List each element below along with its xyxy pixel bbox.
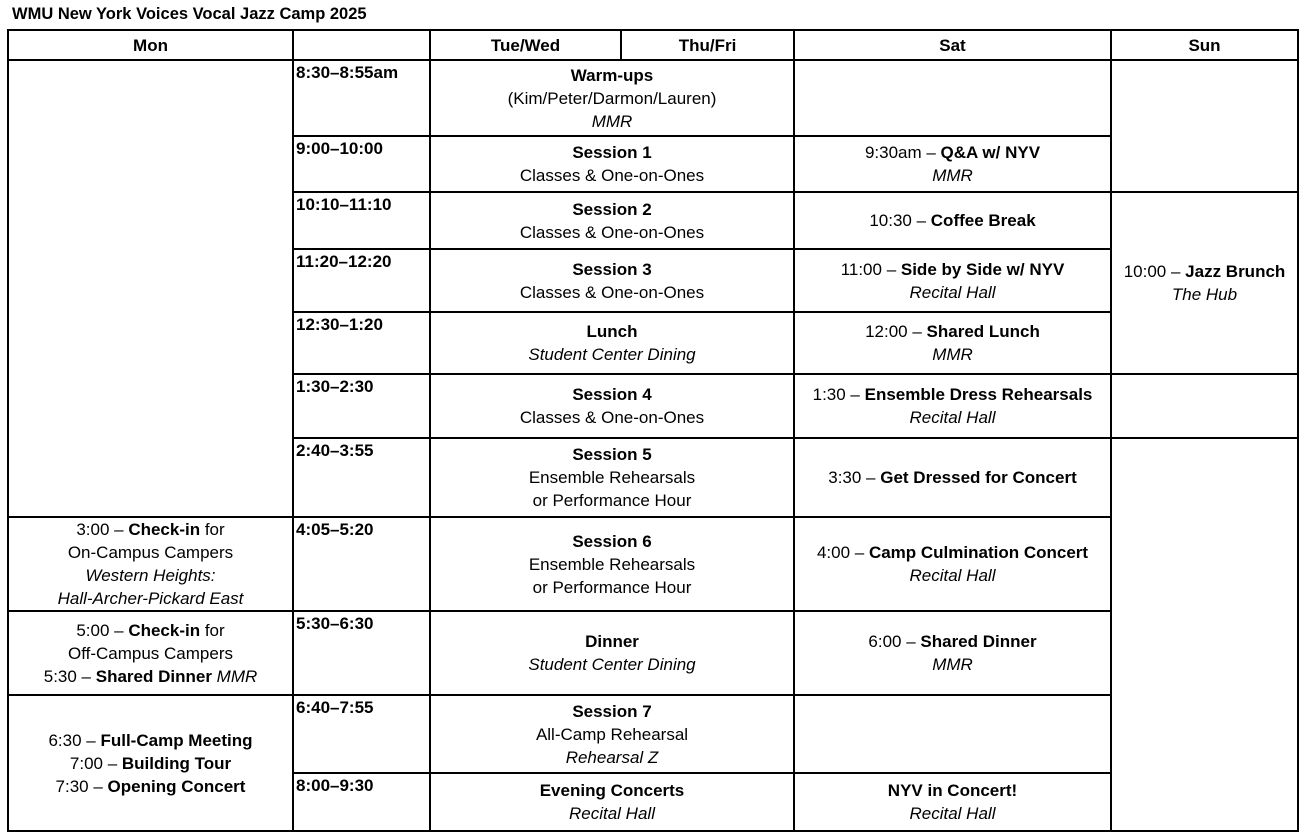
mon-checkin-oncampus-cell	[8, 517, 293, 611]
session6-desc: Ensemble Rehearsals	[528, 554, 696, 574]
row-warmups	[8, 60, 1298, 136]
sat-dress-title: Ensemble Dress Rehearsals	[864, 385, 1093, 404]
time-cell: 8:30–8:55am	[293, 60, 430, 136]
mon-checkin2-title: Check-in	[128, 620, 201, 640]
session6-cell	[430, 517, 794, 611]
sat-dress-cell	[794, 374, 1111, 438]
time-cell: 5:30–6:30	[293, 611, 430, 695]
session5-desc: Ensemble Rehearsals	[528, 468, 696, 487]
header-tuewed: Tue/Wed	[430, 30, 621, 60]
session5-desc: or Performance Hour	[532, 491, 692, 510]
sun-brunch-cell	[1111, 192, 1298, 374]
session1-title: Session 1	[572, 143, 652, 162]
sat-dinner-cell	[794, 611, 1111, 695]
sat-sidebyside-title: Side by Side w/ NYV	[900, 259, 1065, 279]
sat-lunch-cell	[794, 312, 1111, 374]
mon-dinner-title: Shared Dinner	[95, 666, 212, 686]
schedule-table	[7, 29, 1299, 832]
sat-qa-cell	[794, 136, 1111, 192]
mon-concert-time: 7:30 –	[55, 776, 108, 796]
session5-cell	[430, 438, 794, 517]
mon-dinner-location: MMR	[211, 666, 258, 686]
session6-desc: or Performance Hour	[532, 577, 692, 597]
lunch-location: Student Center Dining	[528, 345, 696, 364]
sat-empty-cell	[794, 695, 1111, 773]
mon-checkin1-suffix: for	[200, 520, 225, 539]
header-time	[293, 30, 430, 60]
sat-empty-cell	[794, 60, 1111, 136]
session1-desc: Classes & One-on-Ones	[519, 166, 705, 185]
time-cell: 4:05–5:20	[293, 517, 430, 611]
sat-dress-location: Recital Hall	[909, 408, 996, 427]
session3-title: Session 3	[572, 259, 652, 279]
session3-cell	[430, 249, 794, 312]
time-cell: 6:40–7:55	[293, 695, 430, 773]
header-sun: Sun	[1111, 30, 1298, 60]
session2-title: Session 2	[572, 199, 652, 219]
mon-checkin1-title: Check-in	[128, 520, 201, 539]
header-row	[8, 30, 1298, 60]
sat-sidebyside-cell	[794, 249, 1111, 312]
session7-desc: All-Camp Rehearsal	[535, 724, 689, 744]
sat-nyv-concert-cell	[794, 773, 1111, 831]
time-cell: 11:20–12:20	[293, 249, 430, 312]
time-cell: 9:00–10:00	[293, 136, 430, 192]
mon-checkin1-campers: On-Campus Campers	[67, 543, 234, 562]
sat-culmination-cell	[794, 517, 1111, 611]
sun-empty-cell	[1111, 438, 1298, 831]
sat-qa-title: Q&A w/ NYV	[940, 143, 1041, 162]
sat-culmination-time: 4:00 –	[816, 543, 869, 562]
mon-dinner-time: 5:30 –	[43, 666, 96, 686]
warmups-people: (Kim/Peter/Darmon/Lauren)	[507, 88, 717, 108]
lunch-title: Lunch	[586, 322, 638, 341]
time-cell: 12:30–1:20	[293, 312, 430, 374]
mon-tour-time: 7:00 –	[69, 753, 122, 773]
sun-empty-cell	[1111, 60, 1298, 192]
sat-qa-location: MMR	[932, 166, 973, 185]
session2-cell	[430, 192, 794, 249]
sun-brunch-time: 10:00 –	[1123, 262, 1186, 281]
row-dinner	[8, 611, 1298, 695]
header-thufri: Thu/Fri	[621, 30, 794, 60]
sat-culmination-location: Recital Hall	[909, 566, 996, 585]
sat-getdressed-cell	[794, 438, 1111, 517]
dinner-cell	[430, 611, 794, 695]
time-cell: 10:10–11:10	[293, 192, 430, 249]
mon-checkin1-location: Hall-Archer-Pickard East	[57, 589, 244, 608]
mon-empty-cell	[8, 60, 293, 517]
sat-culmination-title: Camp Culmination Concert	[868, 543, 1089, 562]
mon-checkin1-time: 3:00 –	[76, 520, 129, 539]
warmups-cell	[430, 60, 794, 136]
evening-concerts-title: Evening Concerts	[539, 781, 685, 800]
header-mon: Mon	[8, 30, 293, 60]
mon-concert-title: Opening Concert	[107, 776, 246, 796]
session6-title: Session 6	[572, 531, 652, 551]
header-sat: Sat	[794, 30, 1111, 60]
sat-qa-time: 9:30am –	[864, 143, 941, 162]
sat-sidebyside-time: 11:00 –	[840, 259, 901, 279]
mon-checkin-offcampus-cell	[8, 611, 293, 695]
mon-tour-title: Building Tour	[121, 753, 232, 773]
sat-dinner-time: 6:00 –	[868, 632, 921, 651]
mon-evening-cell	[8, 695, 293, 831]
session5-title: Session 5	[572, 445, 652, 464]
session4-title: Session 4	[572, 385, 652, 404]
sat-nyv-title: NYV in Concert!	[887, 781, 1018, 800]
mon-meeting-title: Full-Camp Meeting	[100, 730, 253, 750]
dinner-title: Dinner	[585, 632, 639, 651]
session2-desc: Classes & One-on-Ones	[519, 222, 705, 242]
sat-coffee-time: 10:30 –	[869, 211, 931, 230]
session7-title: Session 7	[572, 701, 652, 721]
row-session7	[8, 695, 1298, 773]
page-title: WMU New York Voices Vocal Jazz Camp 2025	[12, 5, 367, 23]
sat-dinner-title: Shared Dinner	[920, 632, 1037, 651]
sat-dress-time: 1:30 –	[812, 385, 865, 404]
sun-brunch-title: Jazz Brunch	[1185, 262, 1286, 281]
sat-coffee-title: Coffee Break	[930, 211, 1036, 230]
session7-location: Rehearsal Z	[565, 747, 659, 767]
sat-sidebyside-location: Recital Hall	[909, 282, 996, 302]
row-session6	[8, 517, 1298, 611]
dinner-location: Student Center Dining	[528, 655, 696, 674]
time-cell: 1:30–2:30	[293, 374, 430, 438]
sat-coffee-cell	[794, 192, 1111, 249]
sat-lunch-time: 12:00 –	[865, 322, 927, 341]
sat-nyv-location: Recital Hall	[909, 804, 996, 823]
session7-cell	[430, 695, 794, 773]
mon-checkin2-time: 5:00 –	[76, 620, 129, 640]
warmups-location: MMR	[591, 111, 633, 131]
sat-lunch-location: MMR	[932, 345, 973, 364]
sat-getdressed-time: 3:30 –	[828, 468, 881, 487]
mon-checkin2-suffix: for	[200, 620, 225, 640]
time-cell: 2:40–3:55	[293, 438, 430, 517]
sat-lunch-title: Shared Lunch	[926, 322, 1040, 341]
sun-empty-cell	[1111, 374, 1298, 438]
time-cell: 8:00–9:30	[293, 773, 430, 831]
mon-checkin2-campers: Off-Campus Campers	[67, 643, 233, 663]
session1-cell	[430, 136, 794, 192]
warmups-title: Warm-ups	[570, 65, 654, 85]
session4-desc: Classes & One-on-Ones	[519, 408, 705, 427]
session3-desc: Classes & One-on-Ones	[519, 282, 705, 302]
session4-cell	[430, 374, 794, 438]
mon-meeting-time: 6:30 –	[48, 730, 101, 750]
sun-brunch-location: The Hub	[1171, 285, 1238, 304]
evening-concerts-location: Recital Hall	[569, 804, 655, 823]
sat-getdressed-title: Get Dressed for Concert	[880, 468, 1077, 487]
evening-concerts-cell	[430, 773, 794, 831]
lunch-cell	[430, 312, 794, 374]
mon-checkin1-location: Western Heights:	[85, 566, 216, 585]
sat-dinner-location: MMR	[932, 655, 973, 674]
